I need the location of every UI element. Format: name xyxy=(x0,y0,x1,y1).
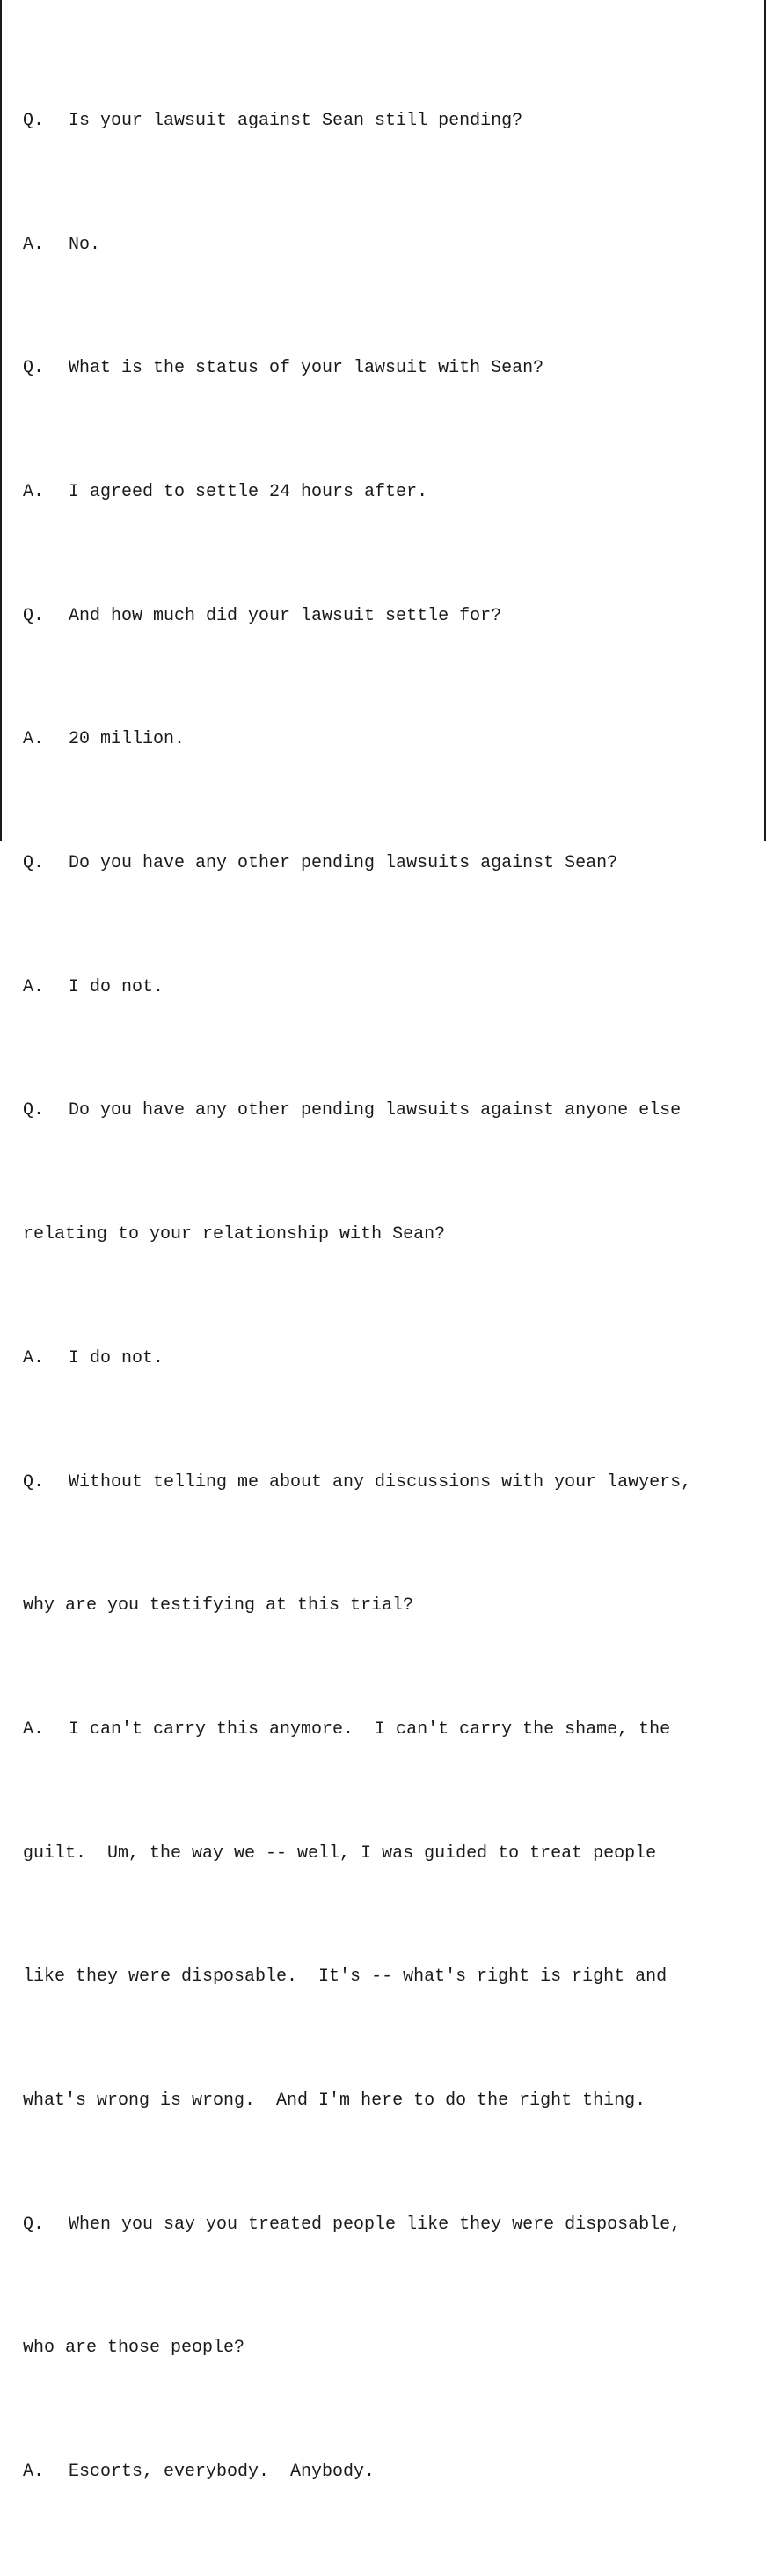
line-text: Escorts, everybody. Anybody. xyxy=(69,2462,376,2483)
line-text: what's wrong is wrong. And I'm here to do the right thing. xyxy=(23,2091,646,2112)
line-text: When you say you treated people like they were disposable, xyxy=(69,2214,682,2235)
transcript-line xyxy=(23,348,691,390)
transcript-line xyxy=(23,225,691,266)
line-text: And how much did your lawsuit settle for? xyxy=(69,605,502,626)
speaker-label: Q. xyxy=(23,853,45,874)
speaker-label: A. xyxy=(23,1347,45,1368)
transcript-line xyxy=(23,1834,691,1875)
speaker-label: A. xyxy=(23,2462,45,2483)
line-text: relating to your relationship with Sean? xyxy=(23,1224,446,1245)
transcript-line xyxy=(23,1586,691,1627)
transcript-line xyxy=(23,1339,691,1380)
line-text: Without telling me about any discussions with your lawyers, xyxy=(69,1471,692,1492)
transcript-line xyxy=(23,596,691,638)
line-text: I can't carry this anymore. I can't carry the shame, the xyxy=(69,1719,671,1740)
line-text: I do not. xyxy=(69,976,164,997)
line-text: why are you testifying at this trial? xyxy=(23,1595,414,1616)
transcript-line xyxy=(23,2452,691,2493)
transcript-line xyxy=(23,967,691,1009)
line-text: 20 million. xyxy=(69,729,186,750)
speaker-label: A. xyxy=(23,481,45,502)
line-text: who are those people? xyxy=(23,2338,245,2359)
speaker-label: Q. xyxy=(23,358,45,379)
transcript-line xyxy=(23,1710,691,1751)
transcript-line xyxy=(23,1215,691,1256)
line-text: Do you have any other pending lawsuits against anyone else xyxy=(69,1100,682,1121)
speaker-label: Q. xyxy=(23,110,45,131)
transcript-line xyxy=(23,2081,691,2122)
line-text: No. xyxy=(69,234,101,255)
speaker-label: A. xyxy=(23,976,45,997)
transcript-line xyxy=(23,843,691,885)
transcript-line xyxy=(23,1091,691,1132)
transcript-line xyxy=(23,2205,691,2246)
line-text: Is your lawsuit against Sean still pending? xyxy=(69,110,523,131)
speaker-label: A. xyxy=(23,1719,45,1740)
line-text: guilt. Um, the way we -- well, I was guided to treat people xyxy=(23,1843,657,1864)
line-text: I agreed to settle 24 hours after. xyxy=(69,481,428,502)
transcript-line xyxy=(23,2328,691,2369)
line-text: What is the status of your lawsuit with Sean? xyxy=(69,358,544,379)
speaker-label: A. xyxy=(23,729,45,750)
speaker-label: Q. xyxy=(23,1100,45,1121)
transcript-body xyxy=(23,18,691,2576)
transcript-line xyxy=(23,1957,691,1998)
transcript-line xyxy=(23,1463,691,1504)
transcript-line xyxy=(23,101,691,142)
transcript-line xyxy=(23,472,691,514)
line-text: Do you have any other pending lawsuits against Sean? xyxy=(69,853,618,874)
speaker-label: A. xyxy=(23,234,45,255)
speaker-label: Q. xyxy=(23,2214,45,2235)
speaker-label: Q. xyxy=(23,605,45,626)
line-text: I do not. xyxy=(69,1347,164,1368)
line-text: like they were disposable. It's -- what's right is right and xyxy=(23,1967,668,1988)
transcript-line xyxy=(23,719,691,761)
speaker-label: Q. xyxy=(23,1471,45,1492)
